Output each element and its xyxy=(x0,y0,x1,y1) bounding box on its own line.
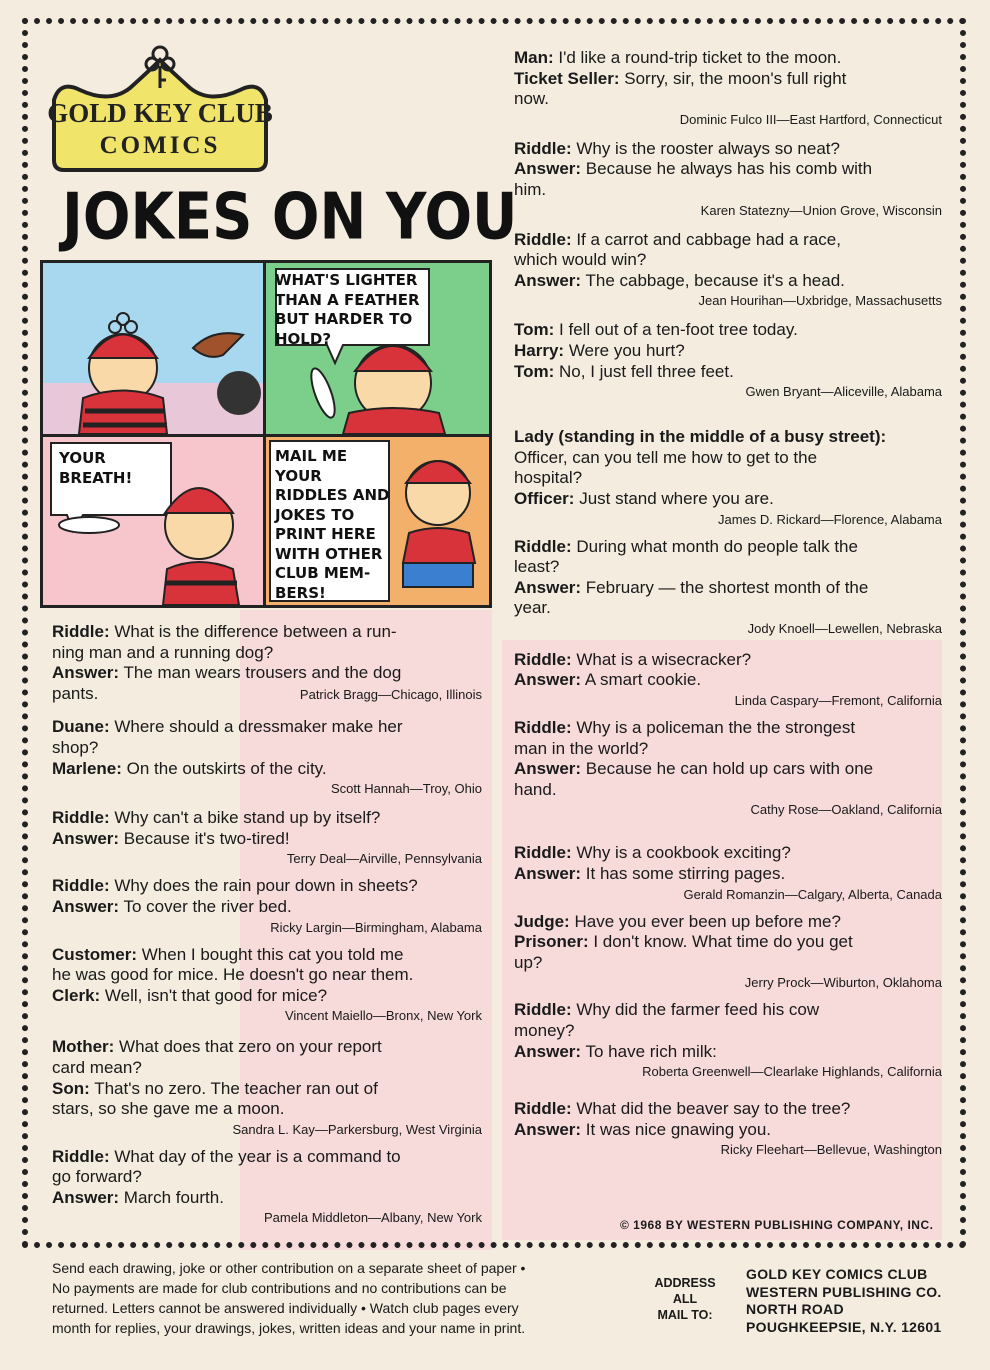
joke-line xyxy=(514,780,942,801)
joke-text: him. xyxy=(514,179,547,199)
joke-text: The man wears trousers and the dog xyxy=(119,663,402,683)
joke-entry xyxy=(514,718,942,819)
contributor-credit: Pamela Middleton—Albany, New York xyxy=(264,1210,482,1226)
speaker-label: Answer: xyxy=(514,1041,582,1061)
contributor-credit: Linda Caspary—Fremont, California xyxy=(734,693,942,709)
comic-strip xyxy=(40,260,492,608)
joke-entry xyxy=(514,139,942,220)
joke-text: February — the shortest month of the xyxy=(581,577,869,597)
joke-text: Why is the rooster always so neat? xyxy=(571,138,840,158)
speaker-label: Riddle: xyxy=(514,649,572,669)
joke-text: stars, so she gave me a moon. xyxy=(52,1099,285,1119)
contributor-credit: Scott Hannah—Troy, Ohio xyxy=(330,781,482,797)
joke-entry xyxy=(52,622,482,705)
speaker-label: Riddle: xyxy=(52,876,110,896)
address-label-line: MAIL TO: xyxy=(657,1308,713,1322)
bubble-line: THAN A FEATHER xyxy=(275,290,420,309)
joke-text: hand. xyxy=(514,779,557,799)
panel4-speech-bubble xyxy=(275,447,391,603)
speaker-label: Ticket Seller: xyxy=(514,68,620,88)
joke-text: March fourth. xyxy=(119,1187,224,1207)
joke-entry xyxy=(514,1000,942,1081)
joke-text: The cabbage, because it's a head. xyxy=(581,270,845,290)
joke-line xyxy=(514,932,942,953)
footer-instructions xyxy=(52,1258,622,1338)
speaker-label: Answer: xyxy=(514,159,582,179)
joke-text: Officer, can you tell me how to get to the xyxy=(514,447,818,467)
contributor-credit: Vincent Maiello—Bronx, New York xyxy=(284,1008,482,1024)
speaker-label: Riddle: xyxy=(52,1146,110,1166)
joke-line xyxy=(52,986,482,1007)
joke-entry xyxy=(514,912,942,993)
joke-line xyxy=(52,1188,482,1209)
speaker-label: Customer: xyxy=(52,944,138,964)
speaker-label: Riddle: xyxy=(514,718,572,738)
joke-line xyxy=(514,843,942,864)
speaker-label: Harry: xyxy=(514,340,565,360)
right-jokes-column xyxy=(514,48,942,1167)
joke-line xyxy=(52,663,482,684)
contributor-credit: Jean Hourihan—Uxbridge, Massachusetts xyxy=(698,293,942,309)
contributor-credit: Terry Deal—Airville, Pennsylvania xyxy=(286,851,482,867)
logo-line1: GOLD KEY CLUB xyxy=(47,98,273,128)
address-label xyxy=(650,1275,720,1323)
joke-line xyxy=(52,1167,482,1188)
joke-line xyxy=(514,159,942,180)
speaker-label: Answer: xyxy=(514,670,582,690)
bubble-line: BERS! xyxy=(275,583,326,602)
bubble-line: MAIL ME YOUR xyxy=(275,447,348,485)
joke-line xyxy=(52,643,482,664)
speaker-label: Answer: xyxy=(52,1187,120,1207)
speaker-label: Riddle: xyxy=(52,622,110,641)
joke-text: I don't know. What time do you get xyxy=(588,932,853,952)
joke-line xyxy=(514,320,942,341)
speaker-label: Tom: xyxy=(514,320,555,340)
speaker-label: Riddle: xyxy=(514,138,572,158)
joke-line xyxy=(514,250,942,271)
joke-line xyxy=(514,180,942,201)
joke-line xyxy=(52,829,482,850)
joke-line xyxy=(514,89,942,110)
joke-line xyxy=(514,341,942,362)
joke-line xyxy=(514,230,942,251)
joke-text: Just stand where you are. xyxy=(574,488,774,508)
address-line: WESTERN PUBLISHING CO. xyxy=(746,1283,942,1300)
bubble-line: YOUR xyxy=(59,449,106,467)
speaker-label: Mother: xyxy=(52,1037,115,1057)
contributor-credit: Roberta Greenwell—Clearlake Highlands, California xyxy=(642,1064,942,1080)
bubble-line: WITH OTHER xyxy=(275,544,383,563)
joke-text: On the outskirts of the city. xyxy=(121,758,327,778)
bubble-line: PRINT HERE xyxy=(275,525,376,543)
joke-line xyxy=(514,362,942,383)
joke-entry xyxy=(52,717,482,798)
joke-text: Why is a policeman the the strongest xyxy=(571,718,856,738)
joke-line xyxy=(514,1000,942,1021)
speaker-label: Officer: xyxy=(514,488,575,508)
joke-line xyxy=(52,897,482,918)
speaker-label: Answer: xyxy=(514,759,582,779)
speaker-label: Riddle: xyxy=(514,1000,572,1020)
joke-line-with-credit xyxy=(52,684,482,706)
joke-line xyxy=(514,650,942,671)
speaker-label: Judge: xyxy=(514,911,570,931)
footer-line: No payments are made for club contributions and no contributions can be xyxy=(52,1280,507,1296)
joke-text: What day of the year is a command to xyxy=(109,1146,401,1166)
joke-text: ning man and a running dog? xyxy=(52,642,274,662)
speaker-label: Riddle: xyxy=(514,536,572,556)
joke-line xyxy=(514,1120,942,1141)
joke-line xyxy=(514,1021,942,1042)
contributor-credit: Ricky Largin—Birmingham, Alabama xyxy=(270,919,482,935)
speaker-label: Duane: xyxy=(52,717,110,737)
speaker-label: Tom: xyxy=(514,361,555,381)
joke-text: To have rich milk: xyxy=(581,1041,717,1061)
joke-text: During what month do people talk the xyxy=(571,536,858,556)
contributor-credit: Jody Knoell—Lewellen, Nebraska xyxy=(747,620,942,636)
joke-line xyxy=(52,738,482,759)
address-label-line: ALL xyxy=(672,1292,698,1306)
footer-line: month for replies, your drawings, jokes, written ideas and your name in print. xyxy=(52,1320,526,1336)
joke-line xyxy=(514,598,942,619)
contributor-credit: Gwen Bryant—Aliceville, Alabama xyxy=(745,384,942,400)
contributor-credit: Karen Statezny—Union Grove, Wisconsin xyxy=(700,202,942,218)
speaker-label: Answer: xyxy=(52,896,120,916)
joke-entry xyxy=(514,650,942,710)
address-line: NORTH ROAD xyxy=(746,1301,844,1317)
address-line: GOLD KEY COMICS CLUB xyxy=(746,1266,928,1282)
joke-line xyxy=(514,912,942,933)
joke-text: Because he can hold up cars with one xyxy=(581,759,874,779)
logo-line2: COMICS xyxy=(99,132,221,159)
contributor-credit: Jerry Prock—Wiburton, Oklahoma xyxy=(744,975,942,991)
joke-line xyxy=(514,578,942,599)
joke-entry xyxy=(514,48,942,129)
joke-text: Well, isn't that good for mice? xyxy=(100,985,328,1005)
joke-line xyxy=(514,557,942,578)
contributor-credit: Patrick Bragg—Chicago, Illinois xyxy=(299,686,482,702)
joke-text: What is a wisecracker? xyxy=(571,649,752,669)
mailing-address xyxy=(746,1266,942,1336)
joke-line xyxy=(52,945,482,966)
contributor-credit: Cathy Rose—Oakland, California xyxy=(750,802,942,818)
joke-line xyxy=(52,717,482,738)
joke-line xyxy=(52,808,482,829)
joke-text: he was good for mice. He doesn't go near them. xyxy=(52,965,414,985)
address-line: POUGHKEEPSIE, N.Y. 12601 xyxy=(746,1318,942,1335)
bubble-line: BUT HARDER TO xyxy=(275,310,413,328)
joke-line xyxy=(52,1099,482,1120)
joke-line xyxy=(514,489,942,510)
joke-text: up? xyxy=(514,952,543,972)
bubble-line: RIDDLES AND xyxy=(275,486,390,504)
left-jokes-column xyxy=(52,622,482,1235)
joke-entry xyxy=(514,1099,942,1159)
gold-key-club-logo xyxy=(40,40,280,172)
speaker-label: Lady (standing in the middle of a busy street): xyxy=(514,427,887,447)
joke-entry xyxy=(52,1147,482,1228)
joke-line xyxy=(52,965,482,986)
joke-text: least? xyxy=(514,557,560,577)
joke-entry xyxy=(514,843,942,903)
joke-text: What is the difference between a run- xyxy=(109,622,397,641)
joke-line xyxy=(52,759,482,780)
footer-line: Send each drawing, joke or other contribution on a separate sheet of paper • xyxy=(52,1260,526,1276)
joke-line xyxy=(514,953,942,974)
joke-line xyxy=(514,48,942,69)
joke-text: I'd like a round-trip ticket to the moon. xyxy=(553,48,842,67)
joke-entry xyxy=(514,320,942,401)
joke-line xyxy=(514,759,942,780)
joke-entry xyxy=(52,808,482,868)
joke-entry xyxy=(52,945,482,1026)
joke-line xyxy=(52,1058,482,1079)
joke-line xyxy=(514,427,942,448)
bubble-line: HOLD? xyxy=(275,329,332,348)
contributor-credit: Gerald Romanzin—Calgary, Alberta, Canada xyxy=(683,886,942,902)
joke-line xyxy=(514,468,942,489)
joke-line xyxy=(514,864,942,885)
speaker-label: Answer: xyxy=(514,577,582,597)
joke-line xyxy=(514,271,942,292)
joke-text: To cover the river bed. xyxy=(119,896,292,916)
speaker-label: Answer: xyxy=(514,270,582,290)
speaker-label: Riddle: xyxy=(514,843,572,863)
joke-text: Why did the farmer feed his cow xyxy=(571,1000,820,1020)
joke-line xyxy=(52,1037,482,1058)
joke-entry xyxy=(514,230,942,311)
speaker-label: Man: xyxy=(514,48,554,67)
speaker-label: Answer: xyxy=(52,828,120,848)
speaker-label: Answer: xyxy=(514,1119,582,1139)
joke-text: man in the world? xyxy=(514,738,649,758)
contributor-credit: Sandra L. Kay—Parkersburg, West Virginia xyxy=(232,1121,482,1137)
joke-text: If a carrot and cabbage had a race, xyxy=(571,229,841,249)
joke-line xyxy=(514,670,942,691)
joke-text: Sorry, sir, the moon's full right xyxy=(619,68,847,88)
joke-text: Why is a cookbook exciting? xyxy=(571,843,791,863)
joke-text: shop? xyxy=(52,737,99,757)
speaker-label: Prisoner: xyxy=(514,932,589,952)
joke-entry xyxy=(514,537,942,638)
joke-line xyxy=(52,622,482,643)
bubble-line: BREATH! xyxy=(59,468,133,487)
joke-line xyxy=(514,739,942,760)
joke-text: It has some stirring pages. xyxy=(581,864,786,884)
joke-line xyxy=(52,1079,482,1100)
joke-text: year. xyxy=(514,598,551,618)
joke-text: pants. xyxy=(52,683,99,703)
joke-text: That's no zero. The teacher ran out of xyxy=(89,1078,378,1098)
speaker-label: Riddle: xyxy=(514,229,572,249)
joke-line xyxy=(514,718,942,739)
copyright-notice: © 1968 BY WESTERN PUBLISHING COMPANY, INC. xyxy=(620,1218,934,1232)
address-label-line: ADDRESS xyxy=(654,1276,716,1290)
joke-line xyxy=(514,537,942,558)
joke-text: hospital? xyxy=(514,468,583,488)
joke-entry xyxy=(52,1037,482,1138)
panel3-speech-bubble xyxy=(59,449,169,488)
speaker-label: Son: xyxy=(52,1078,90,1098)
joke-line xyxy=(52,1147,482,1168)
speaker-label: Answer: xyxy=(52,663,120,683)
bubble-line: WHAT'S LIGHTER xyxy=(275,271,418,289)
joke-text: Have you ever been up before me? xyxy=(569,911,841,931)
joke-text: What does that zero on your report xyxy=(114,1037,382,1057)
joke-text: No, I just fell three feet. xyxy=(554,361,734,381)
bubble-line: CLUB MEM- xyxy=(275,564,371,582)
joke-text: Where should a dressmaker make her xyxy=(109,717,403,737)
joke-text: money? xyxy=(514,1021,575,1040)
joke-text: Why does the rain pour down in sheets? xyxy=(109,876,418,896)
joke-text: which would win? xyxy=(514,250,647,270)
joke-text: Because he always has his comb with xyxy=(581,159,873,179)
joke-text: Were you hurt? xyxy=(564,340,685,360)
joke-line xyxy=(514,69,942,90)
joke-text: Because it's two-tired! xyxy=(119,828,290,848)
joke-text: It was nice gnawing you. xyxy=(581,1119,772,1139)
page-title: JOKES ON YOU xyxy=(62,180,518,255)
contributor-credit: James D. Rickard—Florence, Alabama xyxy=(718,511,942,527)
joke-text: go forward? xyxy=(52,1167,142,1187)
speaker-label: Riddle: xyxy=(52,808,110,828)
joke-text: now. xyxy=(514,89,549,109)
joke-entry xyxy=(514,427,942,528)
joke-text: card mean? xyxy=(52,1057,142,1077)
footer-line: returned. Letters cannot be answered individually • Watch club pages every xyxy=(52,1300,519,1316)
joke-line xyxy=(514,1099,942,1120)
speaker-label: Clerk: xyxy=(52,985,101,1005)
joke-entry xyxy=(52,876,482,936)
joke-line xyxy=(514,139,942,160)
joke-line xyxy=(514,448,942,469)
joke-text: Why can't a bike stand up by itself? xyxy=(109,808,381,828)
joke-line xyxy=(514,1042,942,1063)
contributor-credit: Ricky Fleehart—Bellevue, Washington xyxy=(720,1142,942,1158)
joke-line xyxy=(52,876,482,897)
joke-text: I fell out of a ten-foot tree today. xyxy=(554,320,798,340)
speaker-label: Marlene: xyxy=(52,758,122,778)
joke-text: When I bought this cat you told me xyxy=(137,944,404,964)
bubble-line: JOKES TO xyxy=(275,505,355,524)
panel2-speech-bubble xyxy=(275,271,425,349)
contributor-credit: Dominic Fulco III—East Hartford, Connecticut xyxy=(679,111,942,127)
joke-text: A smart cookie. xyxy=(581,670,702,690)
speaker-label: Answer: xyxy=(514,864,582,884)
joke-text: What did the beaver say to the tree? xyxy=(571,1099,851,1119)
speaker-label: Riddle: xyxy=(514,1099,572,1119)
